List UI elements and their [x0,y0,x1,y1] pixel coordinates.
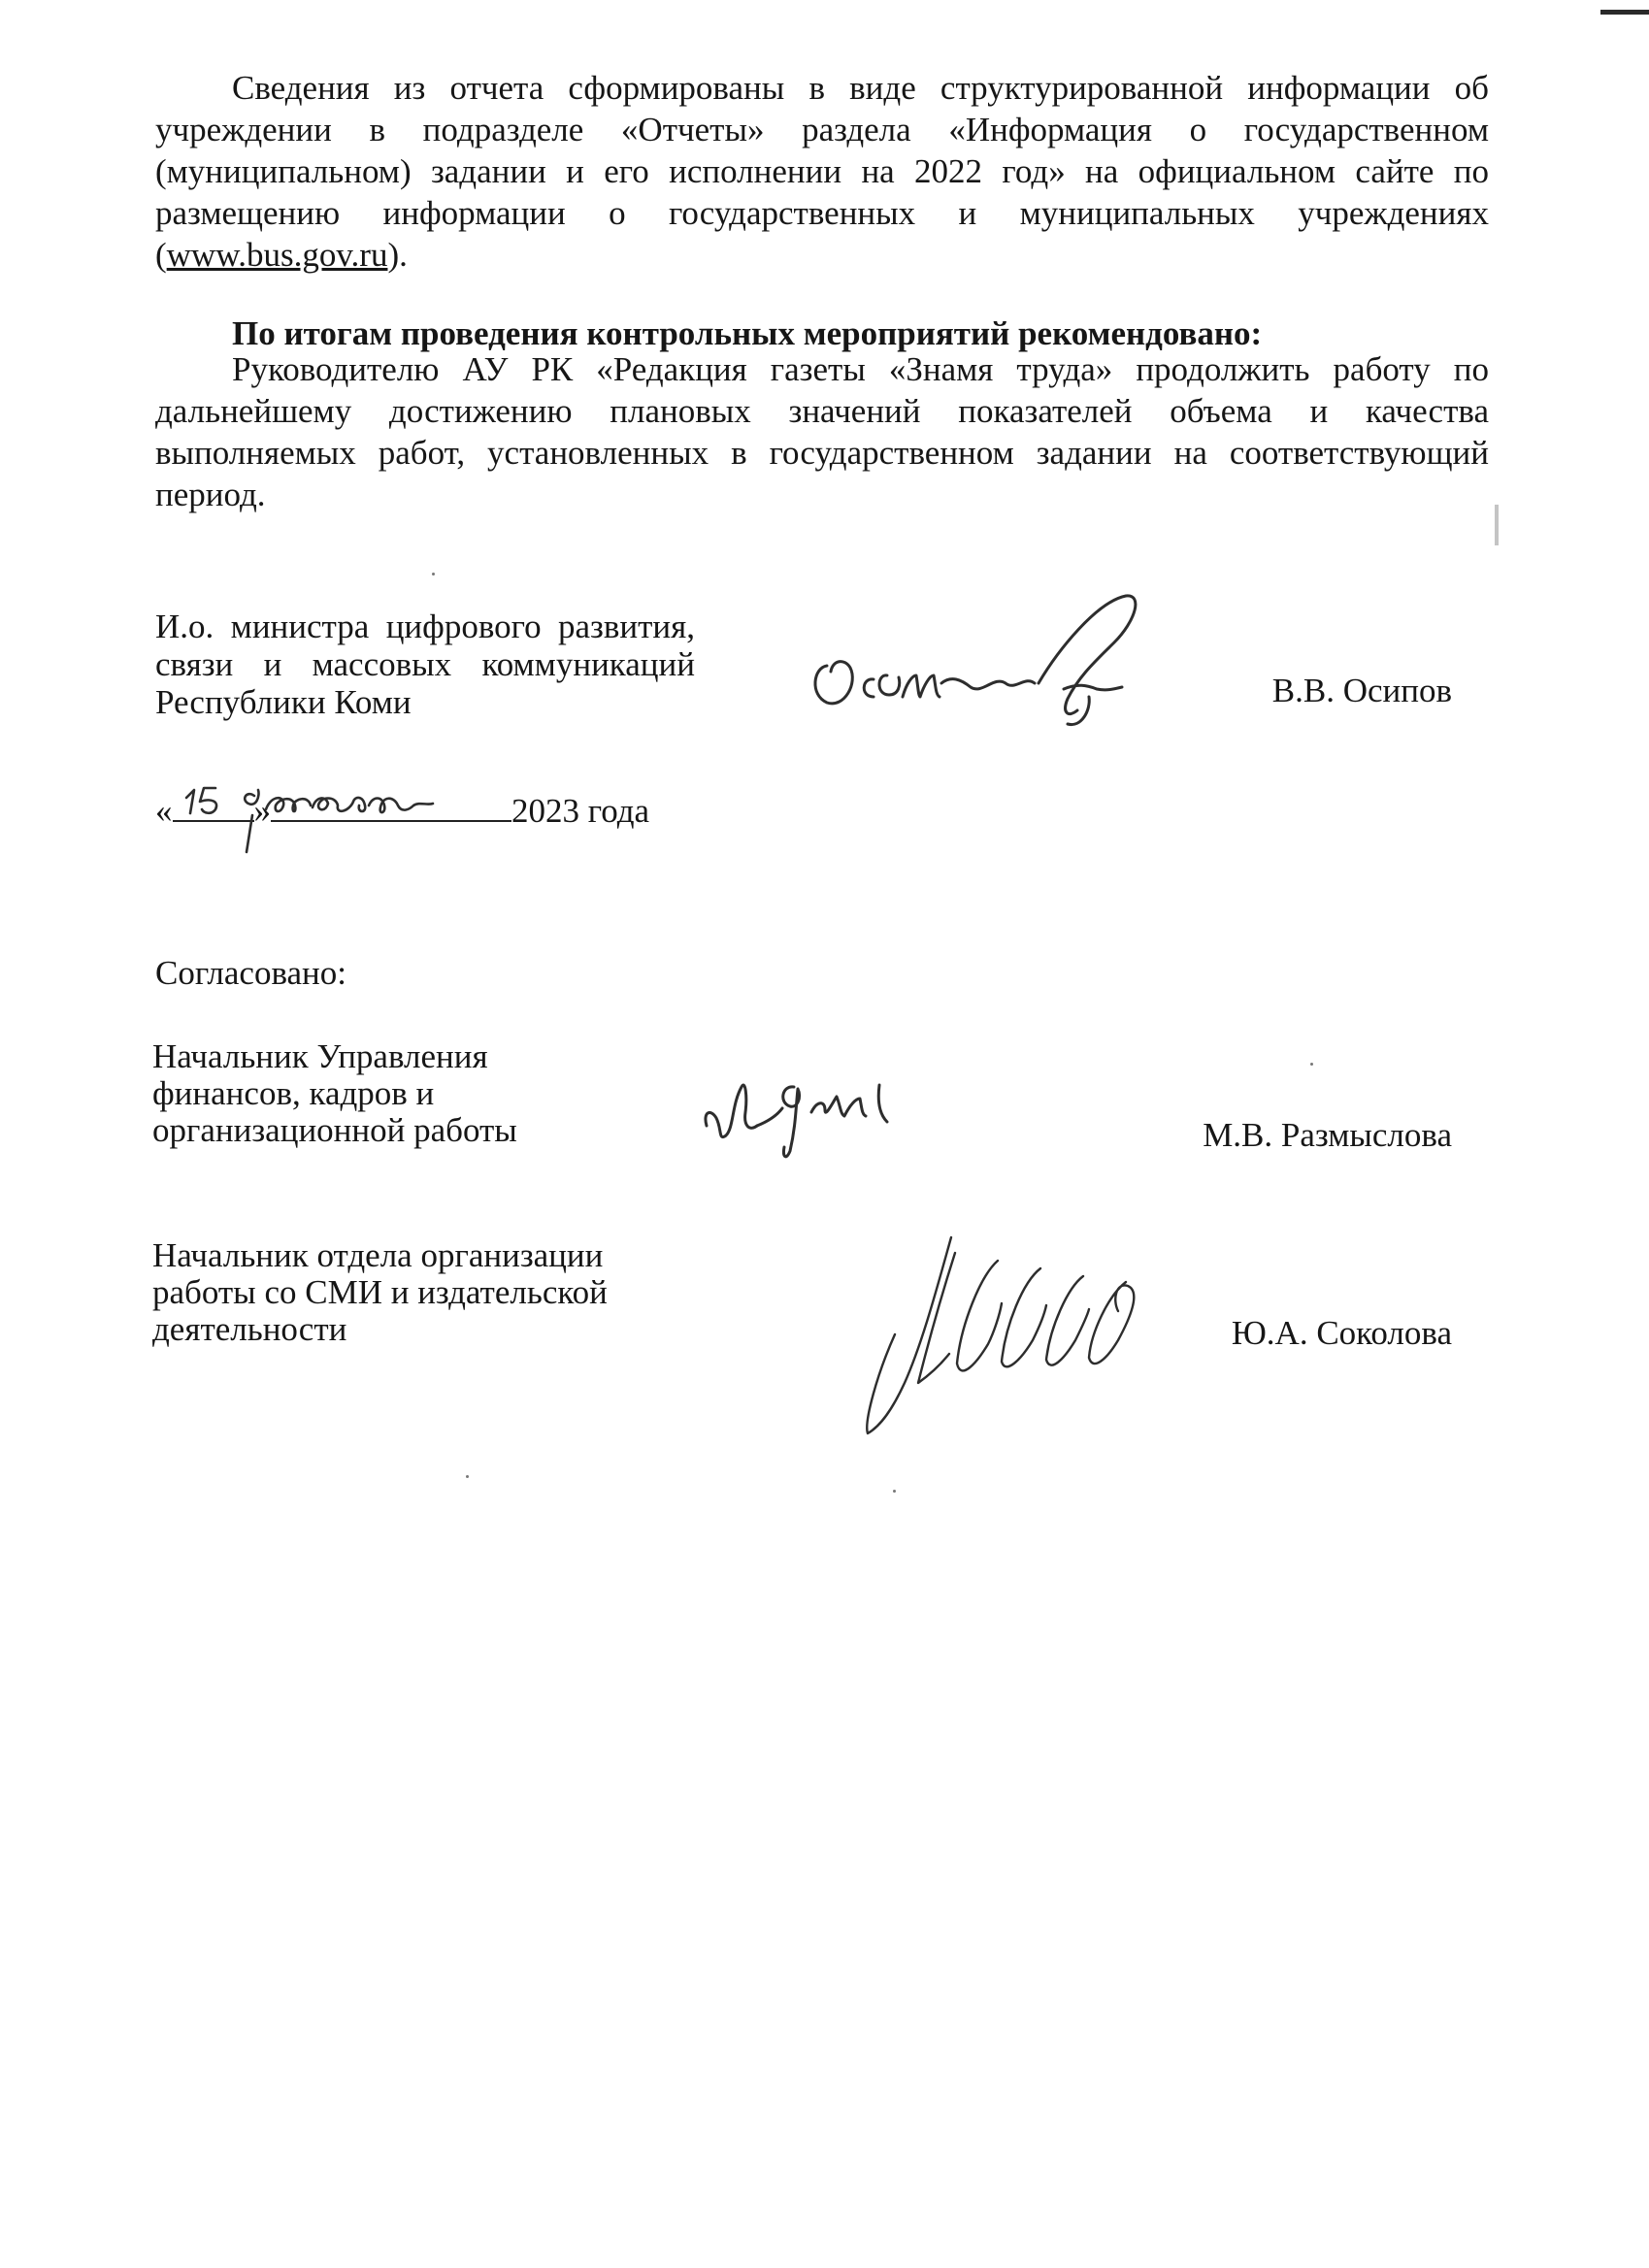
scan-artifact [1495,505,1499,545]
handwritten-date [165,767,485,854]
signatory-name: В.В. Осипов [1271,672,1452,709]
bus-gov-link[interactable]: www.bus.gov.ru [166,236,388,274]
razmyslova-signature [689,1058,922,1174]
osipov-signature [806,582,1184,738]
scan-edge-mark [1600,10,1649,15]
recommendation-paragraph: Руководителю АУ РК «Редакция газеты «Знамя труда» продолжить работу по дальнейшему достижению плановых значений показателей объема и качества выполняемых работ, установленных в государственном задании на соответствующий период. [155,350,1489,513]
sokolova-signature [835,1218,1174,1441]
approver-2-title: Начальник отдела организации работы со СМИ и издательской деятельности [152,1236,608,1348]
scan-speck [432,573,435,575]
scan-speck [893,1490,896,1493]
report-paragraph: Сведения из отчета сформированы в виде структурированной информации об учреждении в подразделе «Отчеты» раздела «Информация о государственном (муниципальном) задании и его исполнении на 2022 год» на официальном сайте по размещению информации о государственных и муниципальных учреждениях (www.bus.gov.ru). [155,69,1489,274]
scan-speck [466,1475,469,1478]
approver-1-title: Начальник Управления финансов, кадров и организационной работы [152,1037,517,1149]
approver-1-name: М.В. Размыслова [1203,1116,1452,1154]
recommendation-heading: По итогам проведения контрольных мероприятий рекомендовано: [232,314,1263,352]
approver-2-name: Ю.А. Соколова [1231,1314,1452,1352]
scan-speck [1310,1063,1313,1066]
signing-date: « » 2023 года [155,792,650,830]
agreed-label: Согласовано: [155,954,347,992]
signatory-title: И.о. министра цифрового развития, связи и массовых коммуникаций Республики Коми [155,608,695,721]
